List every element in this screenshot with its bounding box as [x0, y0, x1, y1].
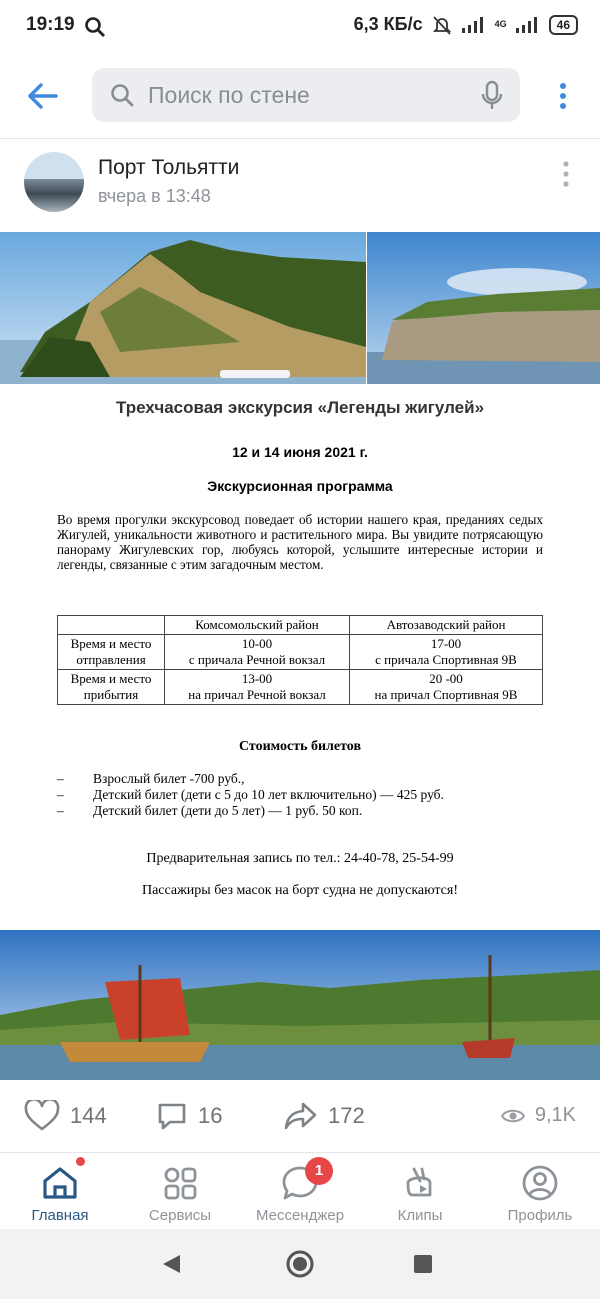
table-row	[58, 670, 543, 705]
eye-icon	[501, 1107, 525, 1125]
table-header-cell: Автозаводский район	[350, 616, 543, 635]
post-author[interactable]: Порт Тольятти	[98, 156, 240, 179]
tab-messenger[interactable]	[240, 1153, 360, 1229]
post-time[interactable]: вчера в 13:48	[98, 186, 211, 206]
table-cell: Время и место прибытия	[58, 670, 165, 705]
share-icon	[284, 1100, 318, 1132]
search-icon	[84, 16, 106, 38]
doc-mask-line: Пассажиры без масок на борт судна не допускаются!	[141, 883, 458, 898]
post-actions	[0, 1090, 600, 1146]
signal-icon-2	[515, 16, 541, 34]
table-cell: Время и место отправления	[58, 635, 165, 670]
photo-boats	[0, 930, 600, 1080]
heart-icon	[24, 1100, 60, 1132]
views-counter	[501, 1104, 576, 1127]
network-speed: 6,3 КБ/с	[353, 14, 423, 34]
tab-label: Главная	[31, 1207, 89, 1224]
table-header-cell: Комсомольский район	[165, 616, 350, 635]
author-avatar[interactable]	[24, 152, 84, 212]
table-cell: 17-00 с причала Спортивная 9В	[350, 635, 543, 670]
more-vertical-icon[interactable]	[553, 82, 573, 112]
table-cell: 13-00 на причал Речной вокзал	[165, 670, 350, 705]
list-item: – Взрослый билет -700 руб.,	[57, 771, 245, 786]
tab-label: Профиль	[507, 1207, 573, 1224]
wall-search-header	[0, 54, 600, 139]
schedule-table	[57, 615, 543, 705]
comment-icon	[156, 1100, 188, 1132]
doc-title: Трехчасовая экскурсия «Легенды жигулей»	[115, 398, 485, 417]
tab-label: Мессенджер	[255, 1207, 345, 1224]
ticket-list	[57, 771, 543, 819]
nav-recents-icon[interactable]	[413, 1254, 433, 1274]
comment-count: 16	[198, 1103, 223, 1128]
like-button[interactable]	[24, 1100, 107, 1132]
mute-icon	[431, 15, 453, 35]
clips-icon	[400, 1163, 440, 1203]
share-button[interactable]	[284, 1100, 365, 1132]
doc-program-heading: Экскурсионная программа	[207, 478, 393, 494]
list-item: – Детский билет (дети до 5 лет) — 1 руб. 50 коп.	[57, 803, 363, 818]
nav-back-icon[interactable]	[160, 1253, 182, 1275]
profile-icon	[520, 1163, 560, 1203]
share-count: 172	[328, 1103, 365, 1128]
home-notification-dot	[76, 1157, 85, 1166]
photo-zhiguli-hill	[0, 232, 366, 384]
views-count: 9,1K	[534, 1104, 576, 1126]
doc-phone-line: Предварительная запись по тел.: 24-40-78, 25-54-99	[146, 851, 454, 866]
services-icon	[160, 1163, 200, 1203]
status-bar	[0, 0, 600, 54]
tab-home[interactable]	[0, 1153, 120, 1229]
table-cell: 20 -00 на причал Спортивная 9В	[350, 670, 543, 705]
battery-icon: 46	[549, 15, 578, 35]
photo-zhiguli-cliff	[367, 232, 600, 384]
list-item: – Детский билет (дети с 5 до 10 лет включительно) — 425 руб.	[57, 787, 444, 802]
network-type: 4G	[494, 19, 507, 29]
nav-home-icon[interactable]	[285, 1249, 315, 1279]
table-cell: 10-00 с причала Речной вокзал	[165, 635, 350, 670]
tab-services[interactable]	[120, 1153, 240, 1229]
doc-paragraph: Во время прогулки экскурсовод поведает об истории нашего края, преданиях седых Жигулей, уникальности животного и растительного мира. Вы увидите потрясающую панораму Жигулевских гор, любуясь которой, услышите интересные истории и легенды, связанные с этим загадочным местом.	[57, 512, 543, 572]
back-arrow-icon[interactable]	[24, 78, 60, 114]
tab-clips[interactable]	[360, 1153, 480, 1229]
table-header-row	[58, 616, 543, 635]
doc-cost-heading: Стоимость билетов	[238, 739, 362, 754]
doc-dates: 12 и 14 июня 2021 г.	[232, 444, 368, 460]
table-header-cell	[58, 616, 165, 635]
post-more-icon[interactable]	[558, 160, 574, 188]
tab-profile[interactable]	[480, 1153, 600, 1229]
search-input-icon	[110, 83, 134, 107]
messenger-badge: 1	[305, 1157, 333, 1185]
wall-search-input[interactable]	[92, 68, 520, 122]
bottom-tab-bar	[0, 1152, 600, 1229]
comment-button[interactable]	[156, 1100, 222, 1132]
tab-label: Клипы	[397, 1207, 443, 1224]
microphone-icon[interactable]	[480, 80, 504, 112]
signal-icon	[461, 16, 487, 34]
status-time: 19:19	[26, 14, 75, 35]
home-icon	[40, 1163, 80, 1203]
search-placeholder: Поиск по стене	[148, 82, 310, 108]
table-row	[58, 635, 543, 670]
system-nav-bar	[0, 1229, 600, 1299]
tab-label: Сервисы	[148, 1207, 212, 1224]
status-right	[354, 14, 578, 35]
like-count: 144	[70, 1103, 107, 1128]
